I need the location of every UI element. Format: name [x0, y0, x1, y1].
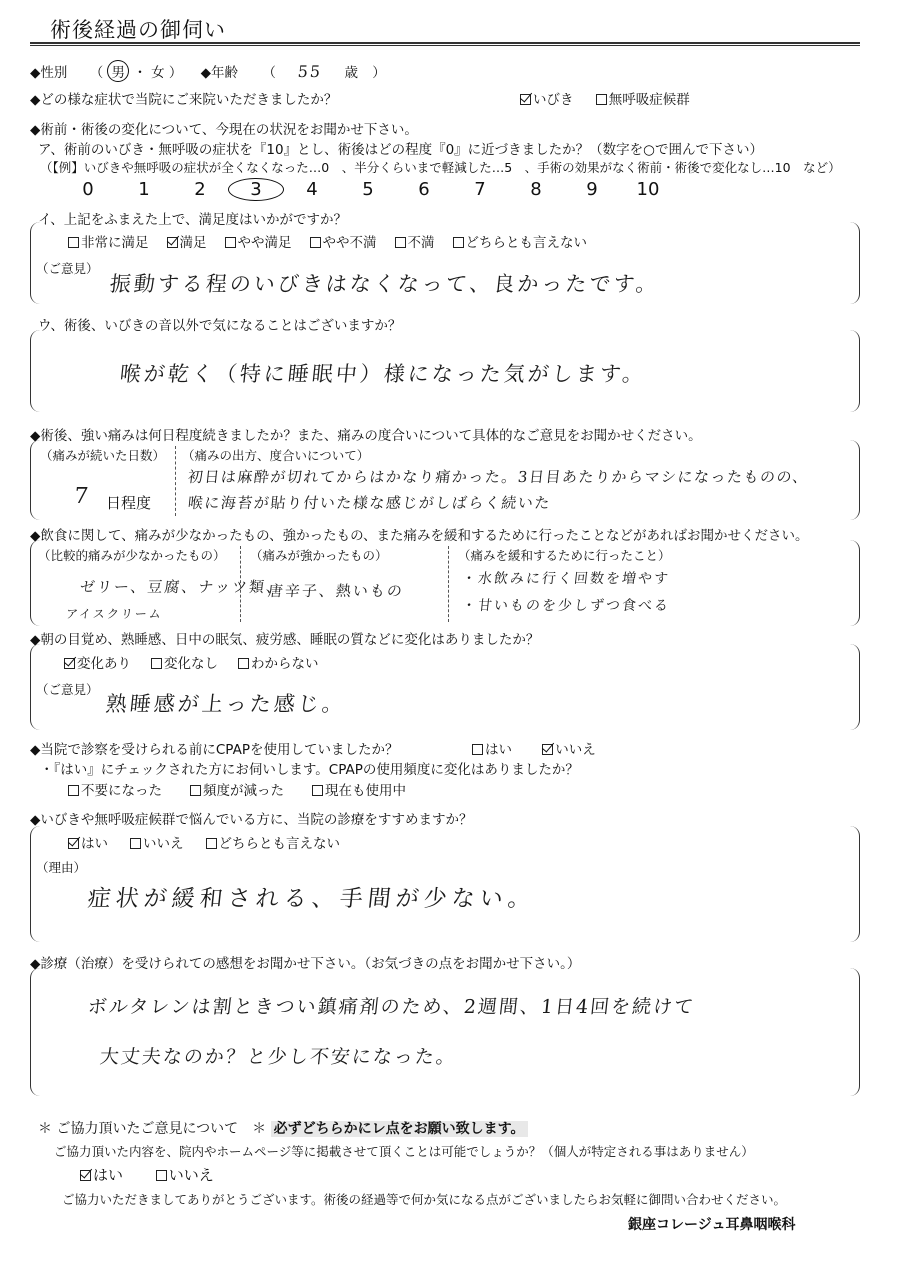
satisfaction-options: [68, 231, 605, 251]
scale-number[interactable]: 0: [82, 179, 94, 200]
sleep-question: ◆朝の目覚め、熟睡感、日中の眠気、疲労感、睡眠の質などに変化はありましたか？: [30, 632, 540, 648]
gender-label: ◆性別: [30, 65, 68, 81]
sleep-option-label: 変化なし: [164, 656, 218, 672]
sleep-checkbox[interactable]: [151, 658, 162, 669]
satisfaction-option[interactable]: [225, 235, 292, 251]
gender-row: ◆性別 （ 男 ・ 女 ） ◆年齢 （ 55 歳 ）: [30, 62, 386, 81]
sleep-options: [64, 652, 339, 672]
cpap-frequency-option-label: 不要になった: [81, 783, 162, 799]
cpap-options: はい いいえ: [472, 738, 596, 758]
satisfaction-checkbox[interactable]: [225, 237, 236, 248]
symptom-options: いびき 無呼吸症候群: [520, 88, 690, 108]
satisfaction-checkbox[interactable]: [310, 237, 321, 248]
satisfaction-option[interactable]: [310, 235, 377, 251]
pain-divider: [175, 446, 176, 516]
apnea-checkbox[interactable]: [596, 94, 607, 105]
gender-female-option[interactable]: 女: [151, 65, 165, 81]
other-concerns-answer[interactable]: 喉が乾く（特に睡眠中）様になった気がします。: [118, 362, 648, 386]
impression-line2[interactable]: 大丈夫なのか？と少し不安になった。: [98, 1046, 459, 1068]
recommend-option[interactable]: [130, 836, 184, 852]
cpap-no-checkbox[interactable]: [542, 744, 553, 755]
satisfaction-opinion[interactable]: 振動する程のいびきはなくなって、良かったです。: [108, 272, 662, 296]
food-relief-value1[interactable]: ・水飲みに行く回数を増やす: [461, 571, 671, 587]
pain-days-value[interactable]: 7: [72, 484, 93, 509]
satisfaction-option[interactable]: [68, 235, 149, 251]
pain-detail-line1[interactable]: 初日は麻酔が切れてからはかなり痛かった。3日目あたりからマシになったものの、: [187, 468, 810, 486]
cpap-question: ◆当院で診察を受けられる前にCPAPを使用していましたか？: [30, 742, 399, 758]
sleep-opinion[interactable]: 熟睡感が上った感じ。: [104, 692, 348, 716]
age-value[interactable]: 55: [296, 62, 324, 81]
clinic-name: 銀座コレージュ耳鼻咽喉科: [628, 1217, 796, 1233]
page-title: 術後経過の御伺い: [50, 18, 226, 42]
change-subquestion: ア、術前のいびき・無呼吸の症状を『10』とし、術後はどの程度『0』に近づきましたか？（数字を○で囲んで下さい）: [38, 142, 763, 158]
satisfaction-option[interactable]: [453, 235, 588, 251]
footer-heading: ＊ ご協力頂いたご意見について ＊ 必ずどちらかにレ点をお願い致します。: [38, 1118, 528, 1138]
food-strong-pain-value[interactable]: 唐辛子、熱いもの: [267, 582, 405, 600]
scale-number[interactable]: 1: [138, 179, 150, 200]
scale-number[interactable]: 7: [474, 179, 486, 200]
cpap-subquestion: ・『はい』にチェックされた方にお伺いします。CPAPの使用頻度に変化はありましたか？: [40, 762, 579, 778]
scale-number[interactable]: 10: [636, 179, 660, 200]
cpap-frequency-option[interactable]: [68, 783, 162, 799]
gender-male-option[interactable]: 男: [107, 60, 129, 82]
sleep-opinion-label: （ご意見）: [36, 682, 99, 697]
pain-question: ◆術後、強い痛みは何日程度続きましたか？また、痛みの度合いについて具体的なご意見をお聞かせください。: [30, 428, 702, 444]
recommend-reason[interactable]: 症状が緩和される、手間が少ない。: [86, 886, 538, 912]
food-divider-1: [240, 546, 241, 622]
age-suffix: 歳: [344, 65, 358, 81]
change-example: （【例】いびきや無呼吸の症状が全くなくなった…0 、半分くらいまで軽減した…5 、手術の効果がなく術前・術後で変化なし…10 など）: [40, 160, 841, 175]
pain-detail-line2[interactable]: 喉に海苔が貼り付いた様な感じがしばらく続いた: [187, 494, 552, 512]
footer-emphasis: 必ずどちらかにレ点をお願い致します。: [271, 1121, 528, 1137]
scale-number[interactable]: 4: [306, 179, 318, 200]
scale-number[interactable]: [228, 178, 284, 201]
satisfaction-checkbox[interactable]: [453, 237, 464, 248]
recommend-option-label: いいえ: [143, 836, 184, 852]
food-relief-label: （痛みを緩和するために行ったこと）: [458, 548, 671, 563]
recommend-reason-label: （理由）: [36, 860, 87, 875]
footer-thanks: ご協力いただきましてありがとうございます。術後の経過等で何か気になる点がございましたらお気軽に御問い合わせください。: [62, 1192, 787, 1207]
improvement-scale: [60, 178, 676, 201]
sleep-option-label: 変化あり: [77, 656, 131, 672]
sleep-checkbox[interactable]: [64, 658, 75, 669]
cpap-frequency-option[interactable]: [190, 783, 284, 799]
food-divider-2: [448, 546, 449, 622]
sleep-option[interactable]: [64, 656, 131, 672]
sleep-checkbox[interactable]: [238, 658, 249, 669]
food-relief-value2[interactable]: ・甘いものを少しずつ食べる: [461, 598, 671, 614]
recommend-checkbox[interactable]: [206, 838, 217, 849]
food-less-pain-label: （比較的痛みが少なかったもの）: [38, 548, 226, 563]
symptom-question: ◆どの様な症状で当院にご来院いただきましたか？: [30, 92, 338, 108]
recommend-option[interactable]: [68, 836, 108, 852]
recommend-question: ◆いびきや無呼吸症候群で悩んでいる方に、当院の診療をすすめますか？: [30, 812, 473, 828]
change-question: ◆術前・術後の変化について、今現在の状況をお聞かせ下さい。: [30, 122, 418, 138]
satisfaction-option-label: やや不満: [322, 235, 377, 251]
recommend-option[interactable]: [206, 836, 341, 852]
publish-no-checkbox[interactable]: [156, 1170, 167, 1181]
recommend-checkbox[interactable]: [130, 838, 141, 849]
pain-days-suffix: 日程度: [106, 494, 152, 512]
impression-line1[interactable]: ボルタレンは割ときつい鎮痛剤のため、2週間、1日4回を続けて: [86, 996, 697, 1018]
scale-number[interactable]: 8: [530, 179, 542, 200]
cpap-frequency-option-label: 頻度が減った: [203, 783, 284, 799]
footer-options: はい いいえ: [80, 1164, 214, 1185]
cpap-frequency-checkbox[interactable]: [190, 785, 201, 796]
sleep-option[interactable]: [151, 656, 218, 672]
satisfaction-checkbox[interactable]: [68, 237, 79, 248]
satisfaction-option-label: どちらとも言えない: [465, 235, 587, 251]
scale-number[interactable]: 9: [586, 179, 598, 200]
cpap-frequency-option[interactable]: [312, 783, 406, 799]
food-question: ◆飲食に関して、痛みが少なかったもの、強かったもの、また痛みを緩和するために行ったことなどがあればお聞かせください。: [30, 528, 809, 544]
satisfaction-option[interactable]: [395, 235, 435, 251]
cpap-frequency-option-label: 現在も使用中: [325, 783, 406, 799]
other-concerns-question: ウ、術後、いびきの音以外で気になることはございますか？: [38, 318, 402, 334]
recommend-checkbox[interactable]: [68, 838, 79, 849]
cpap-sub-options: [68, 779, 434, 799]
impression-question: ◆診療（治療）を受けられての感想をお聞かせ下さい。（お気づきの点をお聞かせ下さい。）: [30, 956, 581, 972]
impression-box: [30, 968, 860, 1096]
scale-number[interactable]: 2: [194, 179, 206, 200]
recommend-option-label: どちらとも言えない: [218, 836, 340, 852]
scale-number[interactable]: 5: [362, 179, 374, 200]
satisfaction-option[interactable]: [167, 235, 207, 251]
recommend-option-label: はい: [81, 836, 108, 852]
snoring-checkbox[interactable]: [520, 94, 531, 105]
scale-number[interactable]: 6: [418, 179, 430, 200]
satisfaction-checkbox[interactable]: [395, 237, 406, 248]
pain-days-label: （痛みが続いた日数）: [40, 448, 166, 463]
recommend-options: [68, 832, 362, 852]
cpap-frequency-checkbox[interactable]: [312, 785, 323, 796]
cpap-frequency-checkbox[interactable]: [68, 785, 79, 796]
title-divider: [30, 42, 860, 46]
food-strong-pain-label: （痛みが強かったもの）: [250, 548, 388, 563]
pain-detail-label: （痛みの出方、度合いについて）: [182, 448, 370, 463]
sleep-option[interactable]: [238, 656, 319, 672]
publish-yes-checkbox[interactable]: [80, 1170, 91, 1181]
cpap-yes-checkbox[interactable]: [472, 744, 483, 755]
food-less-pain-value2[interactable]: アイスクリーム: [65, 607, 164, 621]
satisfaction-option-label: 不満: [407, 235, 435, 251]
age-label: ◆年齢: [200, 65, 239, 81]
satisfaction-option-label: 満足: [179, 235, 207, 251]
satisfaction-opinion-label: （ご意見）: [36, 261, 99, 276]
satisfaction-option-label: やや満足: [237, 235, 292, 251]
satisfaction-question: イ、上記をふまえた上で、満足度はいかがですか？: [38, 212, 348, 228]
food-less-pain-value1[interactable]: ゼリー、豆腐、ナッツ類、: [79, 578, 285, 596]
sleep-option-label: わからない: [251, 656, 319, 672]
scale-selected: 3: [228, 178, 284, 201]
footer-question: ご協力頂いた内容を、院内やホームページ等に掲載させて頂くことは可能でしょうか？（個人が特定される事はありません）: [54, 1144, 754, 1159]
satisfaction-option-label: 非常に満足: [81, 235, 149, 251]
satisfaction-checkbox[interactable]: [167, 237, 178, 248]
